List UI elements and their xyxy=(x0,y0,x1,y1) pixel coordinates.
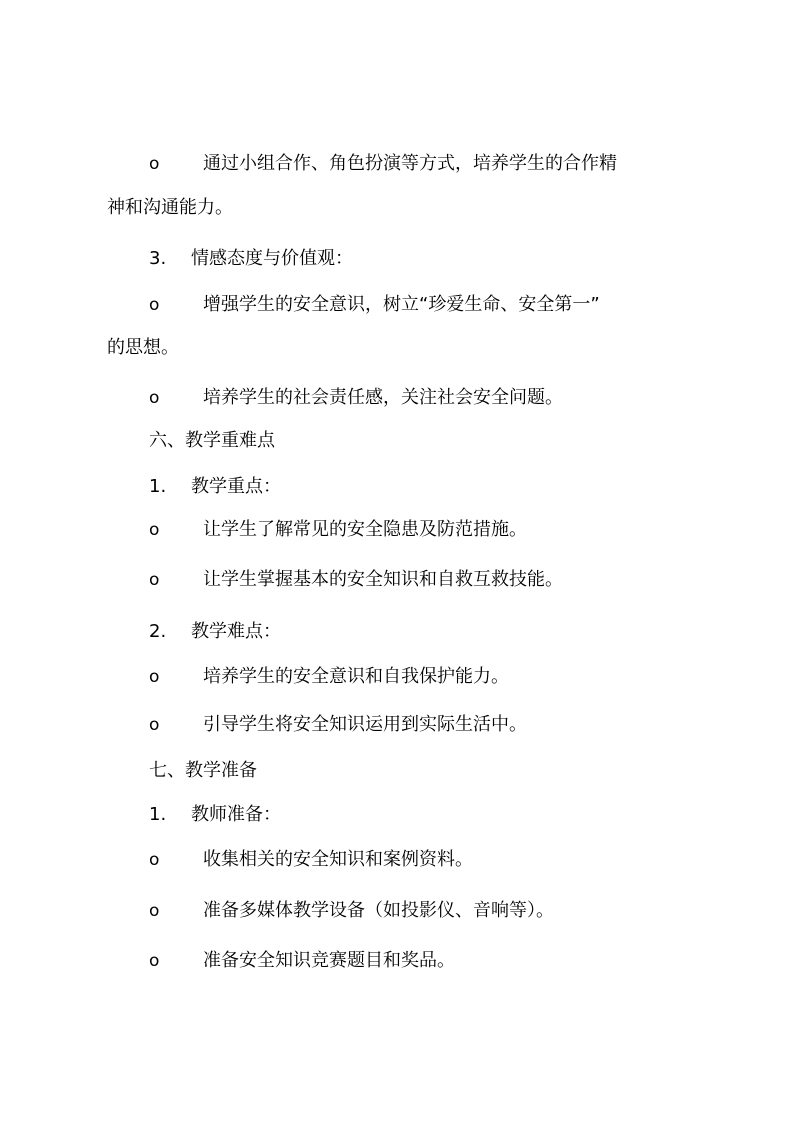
bullet-marker: o xyxy=(149,570,160,590)
section-7-item-1-heading: 教师准备： xyxy=(191,804,281,825)
bullet-marker: o xyxy=(149,850,160,870)
bullet-marker: o xyxy=(149,951,160,971)
section-7-item-1-bullet-1: 收集相关的安全知识和案例资料。 xyxy=(203,849,473,870)
section-7-item-1-number: 1. xyxy=(149,804,167,825)
bullet-marker: o xyxy=(149,667,160,687)
section-7-item-1-bullet-2: 准备多媒体教学设备（如投影仪、音响等）。 xyxy=(203,900,554,921)
emotion-bullet-1-line-2: 的思想。 xyxy=(107,337,179,358)
section-6-item-1-bullet-2: 让学生掌握基本的安全知识和自救互救技能。 xyxy=(203,569,563,590)
section-6-item-1-heading: 教学重点： xyxy=(191,476,281,497)
section-7-heading: 七、教学准备 xyxy=(149,760,257,781)
emotion-bullet-1-line-1: 增强学生的安全意识，树立“珍爱生命、安全第一” xyxy=(203,294,600,315)
skills-bullet-1-line-1: 通过小组合作、角色扮演等方式，培养学生的合作精 xyxy=(203,153,617,174)
section-7-item-1-bullet-3: 准备安全知识竞赛题目和奖品。 xyxy=(203,950,455,971)
section-6-item-2-bullet-1: 培养学生的安全意识和自我保护能力。 xyxy=(203,666,509,687)
section-6-heading: 六、教学重难点 xyxy=(149,430,275,451)
bullet-marker: o xyxy=(149,388,160,408)
bullet-marker: o xyxy=(149,295,160,315)
emotion-heading: 情感态度与价值观： xyxy=(191,248,353,269)
emotion-bullet-2: 培养学生的社会责任感，关注社会安全问题。 xyxy=(203,387,563,408)
emotion-number: 3. xyxy=(149,248,167,269)
bullet-marker: o xyxy=(149,901,160,921)
section-6-item-2-number: 2. xyxy=(149,621,167,642)
bullet-marker: o xyxy=(149,154,160,174)
section-6-item-1-number: 1. xyxy=(149,476,167,497)
section-6-item-2-heading: 教学难点： xyxy=(191,621,281,642)
section-6-item-1-bullet-1: 让学生了解常见的安全隐患及防范措施。 xyxy=(203,519,527,540)
bullet-marker: o xyxy=(149,715,160,735)
section-6-item-2-bullet-2: 引导学生将安全知识运用到实际生活中。 xyxy=(203,714,527,735)
skills-bullet-1-line-2: 神和沟通能力。 xyxy=(107,197,233,218)
bullet-marker: o xyxy=(149,520,160,540)
